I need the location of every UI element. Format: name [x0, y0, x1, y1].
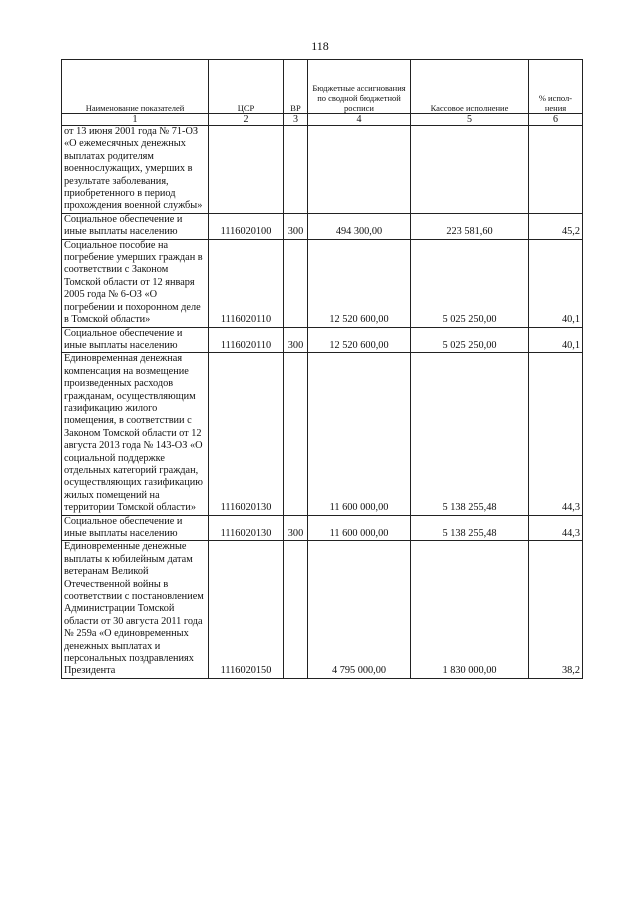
row-allocation: 12 520 600,00	[308, 239, 411, 327]
table-row	[62, 126, 583, 214]
table-row	[62, 213, 583, 239]
row-allocation: 11 600 000,00	[308, 353, 411, 515]
row-allocation: 4 795 000,00	[308, 541, 411, 678]
header-csr: ЦСР	[209, 60, 284, 114]
row-csr: 1116020110	[209, 327, 284, 353]
row-vr	[284, 239, 308, 327]
column-number: 5	[411, 114, 529, 126]
row-csr: 1116020100	[209, 213, 284, 239]
header-vr: ВР	[284, 60, 308, 114]
row-vr: 300	[284, 213, 308, 239]
row-allocation	[308, 126, 411, 214]
table-row	[62, 515, 583, 541]
row-vr	[284, 126, 308, 214]
row-percent	[529, 126, 583, 214]
header-execution-percent: % испол-нения	[529, 60, 583, 114]
row-execution	[411, 126, 529, 214]
row-vr	[284, 541, 308, 678]
table-row	[62, 327, 583, 353]
row-name: Единовременные денежные выплаты к юбилейным датам ветеранам Великой Отечественной войны в соответствии с постановлением Администрации Томской области от 30 августа 2011 года № 259а «О единовременных денежных выплатах и персональных поздравлениях Президента	[62, 541, 209, 678]
row-percent: 40,1	[529, 239, 583, 327]
column-number: 3	[284, 114, 308, 126]
row-name: от 13 июня 2001 года № 71-ОЗ «О ежемесячных денежных выплатах родителям военнослужащих, умерших в результате заболевания, приобретенного в период прохождения военной службы»	[62, 126, 209, 214]
row-csr: 1116020110	[209, 239, 284, 327]
row-percent: 44,3	[529, 353, 583, 515]
table-row	[62, 239, 583, 327]
row-percent: 38,2	[529, 541, 583, 678]
row-name: Социальное обеспечение и иные выплаты населению	[62, 213, 209, 239]
row-csr: 1116020130	[209, 515, 284, 541]
header-cash-execution: Кассовое исполнение	[411, 60, 529, 114]
column-number: 6	[529, 114, 583, 126]
table-row	[62, 541, 583, 678]
page-number: 118	[311, 39, 329, 53]
row-csr: 1116020130	[209, 353, 284, 515]
row-percent: 40,1	[529, 327, 583, 353]
row-allocation: 12 520 600,00	[308, 327, 411, 353]
header-name: Наименование показателей	[62, 60, 209, 114]
row-name: Социальное пособие на погребение умерших граждан в соответствии с Законом Томской области от 12 января 2005 года № 6-ОЗ «О погребении и похоронном деле в Томской области»	[62, 239, 209, 327]
budget-execution-table	[61, 59, 583, 679]
column-number-row	[62, 114, 583, 126]
row-csr	[209, 126, 284, 214]
row-name: Социальное обеспечение и иные выплаты населению	[62, 327, 209, 353]
column-number: 2	[209, 114, 284, 126]
row-vr: 300	[284, 515, 308, 541]
row-execution: 5 025 250,00	[411, 327, 529, 353]
row-percent: 45,2	[529, 213, 583, 239]
header-allocations: Бюджетные ассигнования по сводной бюджетной росписи	[308, 60, 411, 114]
row-execution: 5 025 250,00	[411, 239, 529, 327]
row-name: Социальное обеспечение и иные выплаты населению	[62, 515, 209, 541]
row-vr	[284, 353, 308, 515]
table-row	[62, 353, 583, 515]
row-execution: 5 138 255,48	[411, 353, 529, 515]
column-number: 1	[62, 114, 209, 126]
row-execution: 1 830 000,00	[411, 541, 529, 678]
row-vr: 300	[284, 327, 308, 353]
row-percent: 44,3	[529, 515, 583, 541]
row-name: Единовременная денежная компенсация на возмещение произведенных расходов гражданам, осуществляющим газификацию жилого помещения, в соответствии с Законом Томской области от 12 августа 2013 года № 143-ОЗ «О социальной поддержке отдельных категорий граждан, осуществляющих газификацию жилых помещений на территории Томской области»	[62, 353, 209, 515]
row-allocation: 11 600 000,00	[308, 515, 411, 541]
row-execution: 5 138 255,48	[411, 515, 529, 541]
row-allocation: 494 300,00	[308, 213, 411, 239]
column-number: 4	[308, 114, 411, 126]
row-execution: 223 581,60	[411, 213, 529, 239]
header-row	[62, 60, 583, 114]
row-csr: 1116020150	[209, 541, 284, 678]
